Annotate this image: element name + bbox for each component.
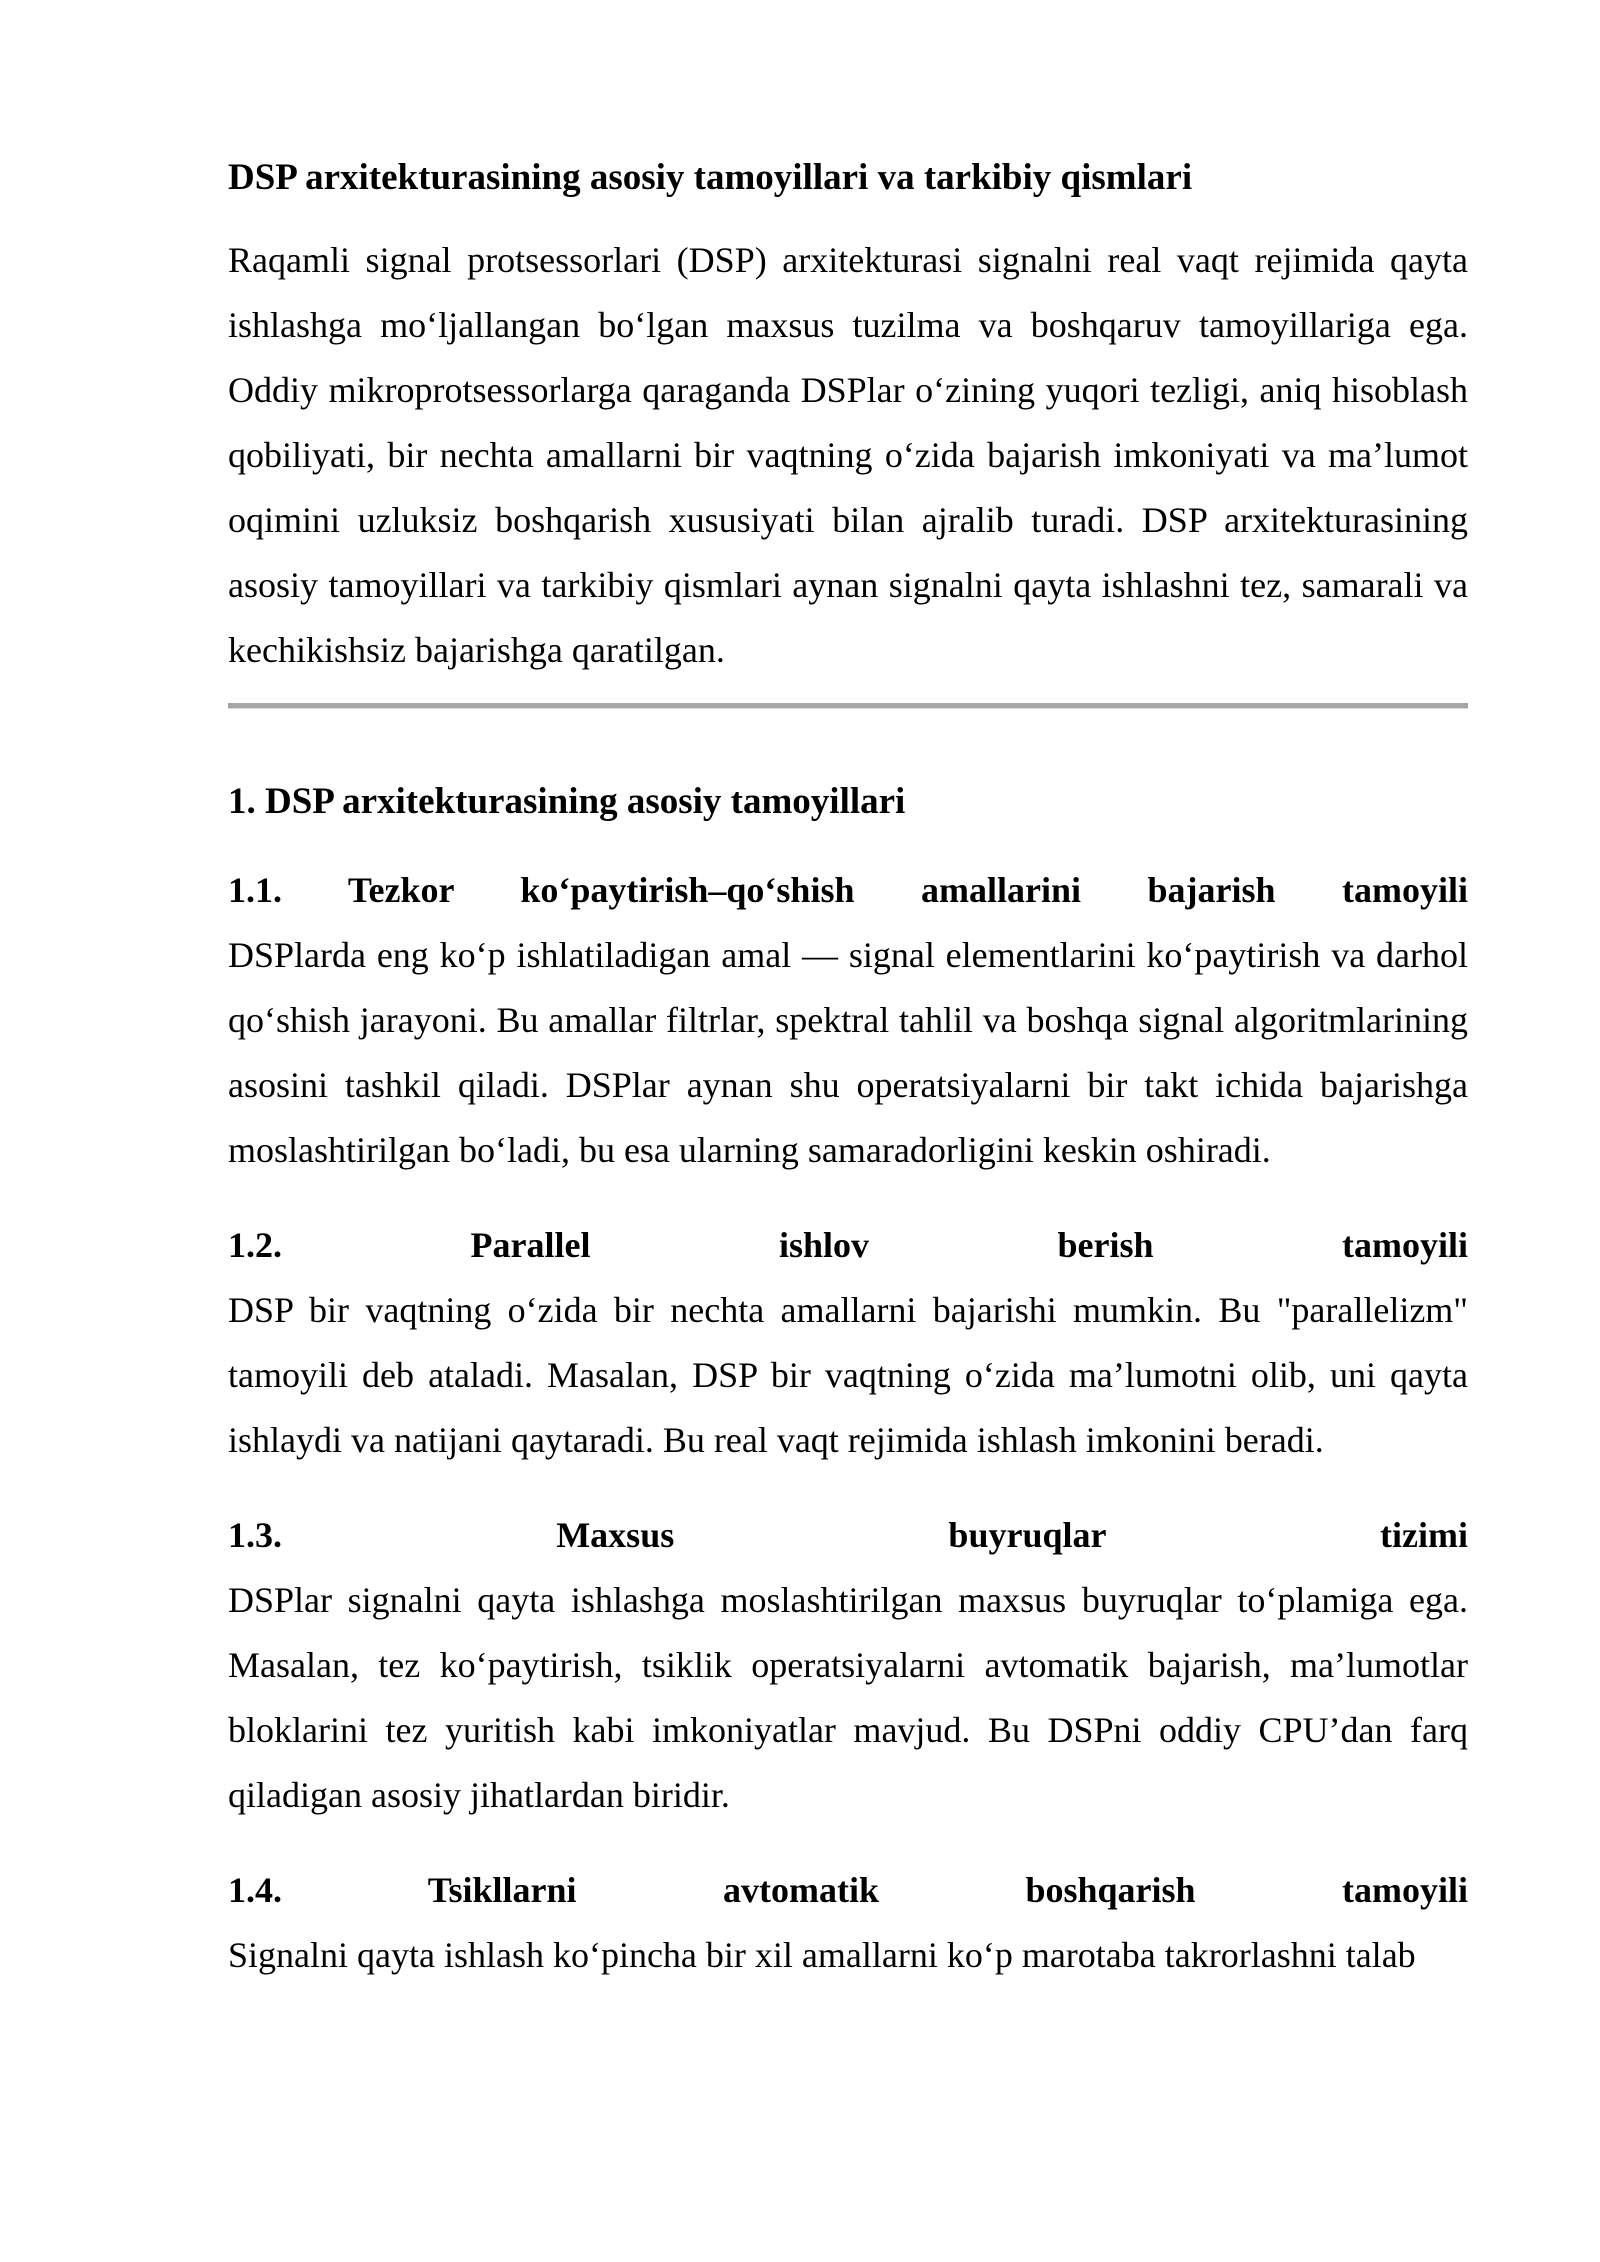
subsection-1-2 — [228, 1213, 1468, 1473]
horizontal-rule — [228, 703, 1468, 709]
subsection-1-1-heading: 1.1. Tezkor ko‘paytirish–qo‘shish amallarini bajarish tamoyili — [228, 870, 1468, 910]
subsection-1-1-body: DSPlarda eng ko‘p ishlatiladigan amal — signal elementlarini ko‘paytirish va darhol qo‘shish jarayoni. Bu amallar filtrlar, spektral tahlil va boshqa signal algoritmlarining asosini tashkil qiladi. DSPlar aynan shu operatsiyalarni bir takt ichida bajarishga moslashtirilgan bo‘ladi, bu esa ularning samaradorligini keskin oshiradi. — [228, 935, 1468, 1170]
subsection-1-2-body: DSP bir vaqtning o‘zida bir nechta amallarni bajarishi mumkin. Bu "parallelizm" tamoyili deb ataladi. Masalan, DSP bir vaqtning o‘zida ma’lumotni olib, uni qayta ishlaydi va natijani qaytaradi. Bu real vaqt rejimida ishlash imkonini beradi. — [228, 1290, 1468, 1460]
subsection-1-3-heading: 1.3. Maxsus buyruqlar tizimi — [228, 1515, 1468, 1555]
subsection-1-1 — [228, 858, 1468, 1183]
section-heading: 1. DSP arxitekturasining asosiy tamoyillari — [228, 781, 906, 822]
subsection-1-4-heading: 1.4. Tsikllarni avtomatik boshqarish tamoyili — [228, 1870, 1468, 1910]
intro-paragraph: Raqamli signal protsessorlari (DSP) arxitekturasi signalni real vaqt rejimida qayta ishlashga mo‘ljallangan bo‘lgan maxsus tuzilma va boshqaruv tamoyillariga ega. Oddiy mikroprotsessorlarga qaraganda DSPlar o‘zining yuqori tezligi, aniq hisoblash qobiliyati, bir nechta amallarni bir vaqtning o‘zida bajarish imkoniyati va ma’lumot oqimini uzluksiz boshqarish xususiyati bilan ajralib turadi. DSP arxitekturasining asosiy tamoyillari va tarkibiy qismlari aynan signalni qayta ishlashni tez, samarali va kechikishsiz bajarishga qaratilgan. — [228, 240, 1468, 670]
subsection-1-4 — [228, 1858, 1468, 1988]
subsection-1-2-heading: 1.2. Parallel ishlov berish tamoyili — [228, 1225, 1468, 1265]
subsection-1-3 — [228, 1503, 1468, 1828]
document-title: DSP arxitekturasining asosiy tamoyillari va tarkibiy qismlari — [228, 157, 1193, 198]
subsection-1-3-body: DSPlar signalni qayta ishlashga moslashtirilgan maxsus buyruqlar to‘plamiga ega. Masalan, tez ko‘paytirish, tsiklik operatsiyalarni avtomatik bajarish, ma’lumotlar bloklarini tez yuritish kabi imkoniyatlar mavjud. Bu DSPni oddiy CPU’dan farq qiladigan asosiy jihatlardan biridir. — [228, 1580, 1468, 1815]
document-content — [228, 145, 1468, 2018]
subsection-1-4-body: Signalni qayta ishlash ko‘pincha bir xil amallarni ko‘p marotaba takrorlashni talab — [228, 1935, 1416, 1975]
